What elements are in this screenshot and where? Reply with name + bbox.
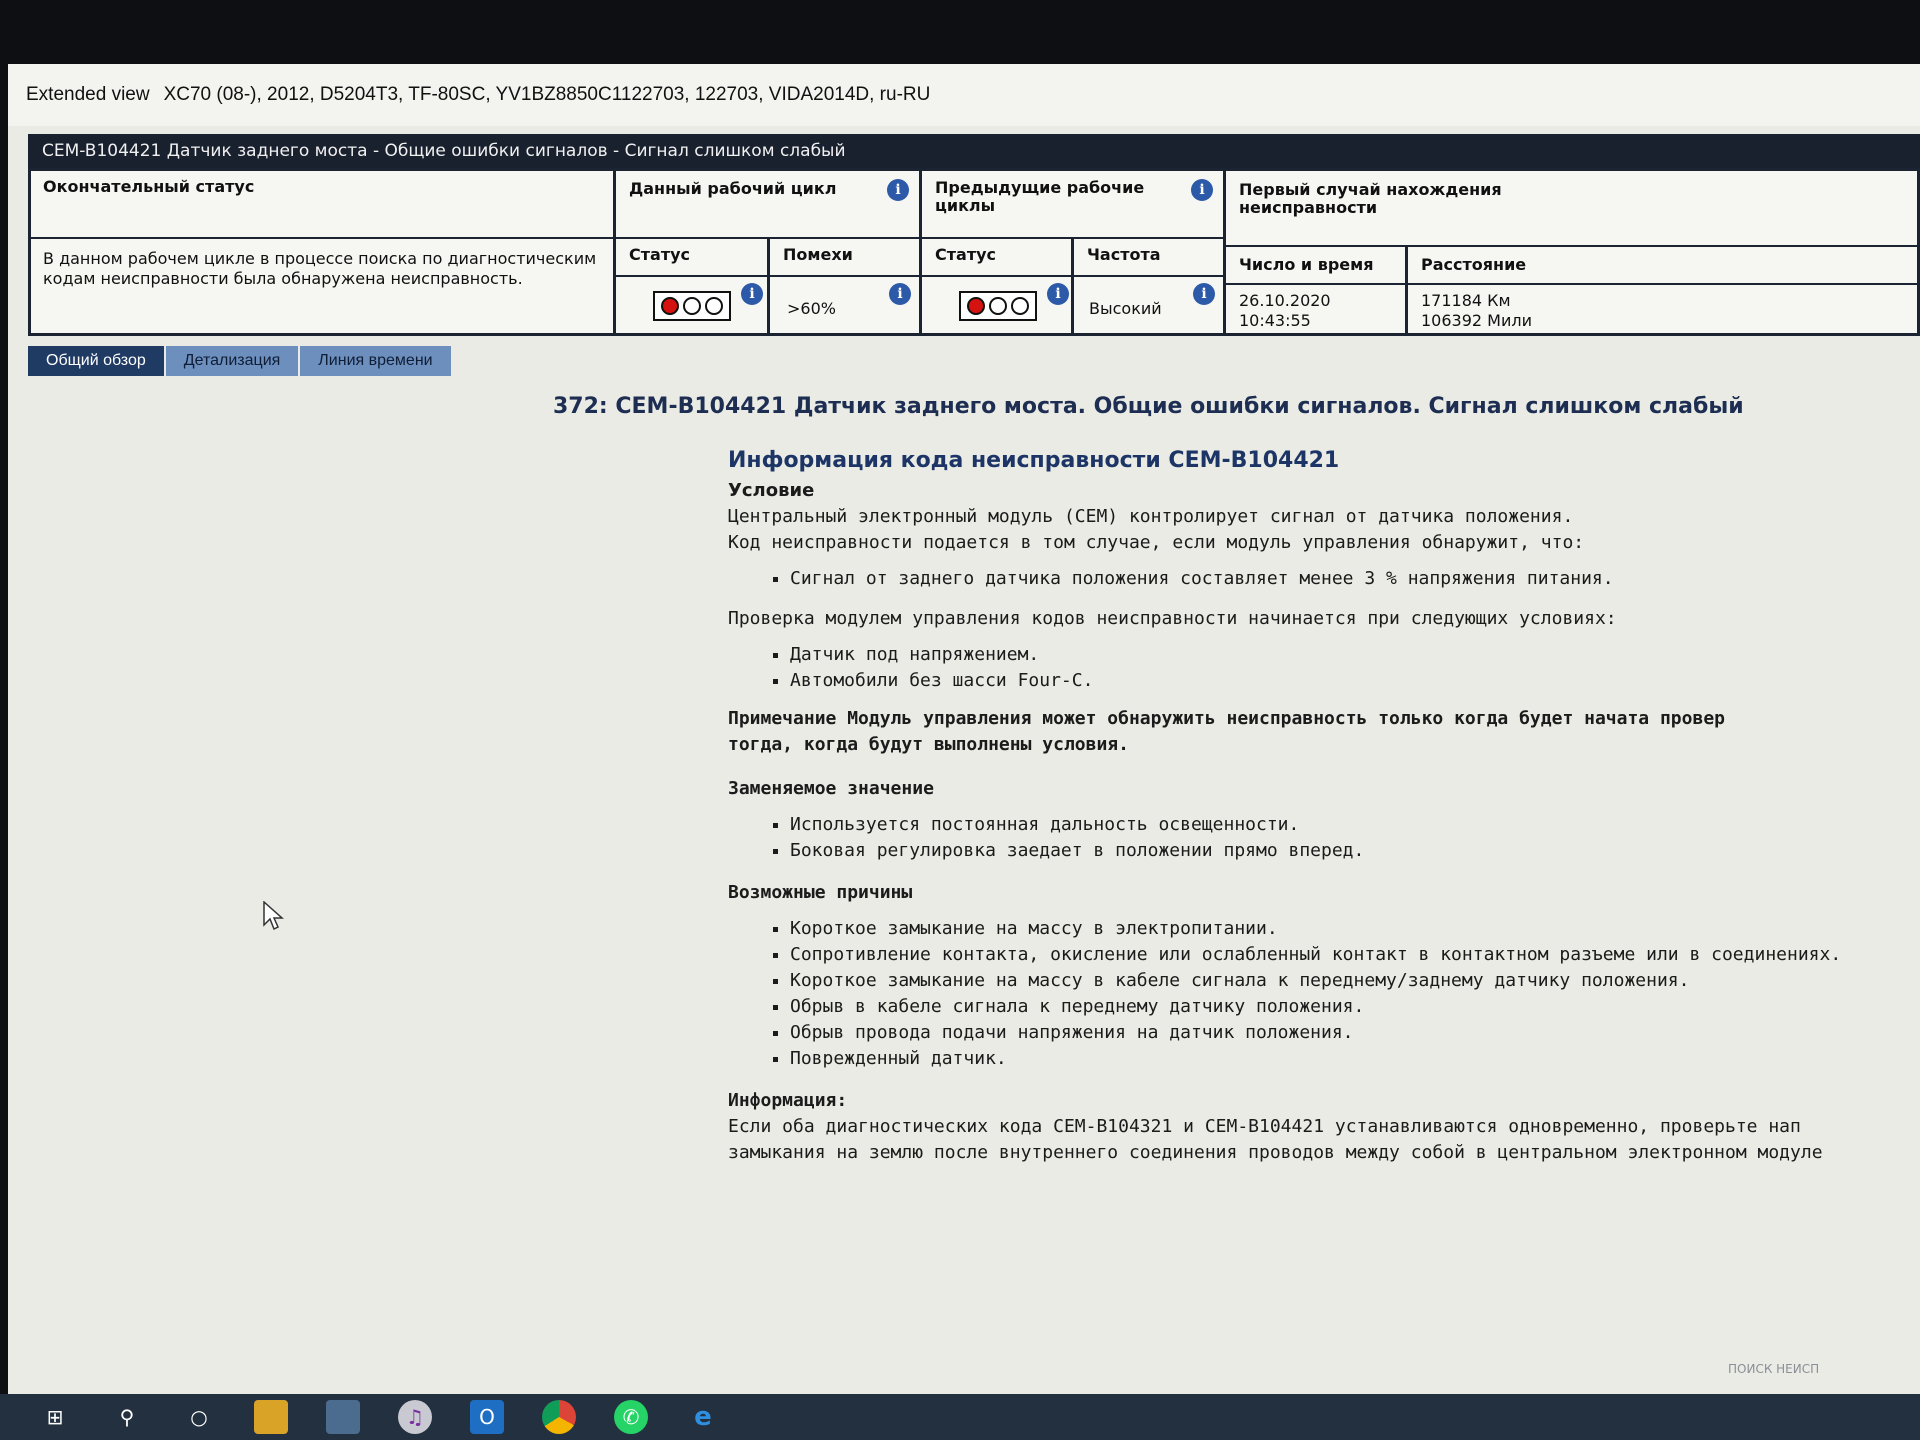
first-occurrence-header: Первый случай нахождения неисправности <box>1239 180 1502 217</box>
current-cycle-header: Данный рабочий цикл <box>629 179 837 198</box>
list-item: ▪ Короткое замыкание на массу в электропитании. <box>790 916 1908 942</box>
windows-taskbar <box>0 1394 1920 1440</box>
row-divider <box>1223 245 1920 247</box>
column-divider <box>613 171 616 333</box>
list-item: ▪ Короткое замыкание на массу в кабеле сигнала к переднему/заднему датчику положения. <box>790 968 1908 994</box>
final-status-header: Окончательный статус <box>43 177 255 196</box>
extended-view-label: Extended view <box>26 84 150 105</box>
status-light-icon <box>661 297 679 315</box>
information-line: замыкания на землю после внутреннего соединения проводов между собой в центральном электронном модуле <box>728 1142 1823 1163</box>
tab-details[interactable]: Детализация <box>166 346 299 376</box>
row-divider <box>1223 283 1920 285</box>
distance-km-value: 171184 Км <box>1421 291 1511 310</box>
itunes-icon[interactable]: ♫ <box>398 1400 432 1434</box>
info-heading: Информация кода неисправности CEM-B104421 <box>728 448 1340 473</box>
info-icon[interactable]: i <box>1047 283 1069 305</box>
dtc-title-bar <box>28 134 1920 168</box>
information-heading: Информация: <box>728 1090 848 1111</box>
view-tabs <box>28 346 453 376</box>
frequency-label: Частота <box>1087 245 1161 264</box>
datetime-label: Число и время <box>1239 255 1374 274</box>
check-list <box>728 642 1908 694</box>
interference-value: >60% <box>787 299 836 318</box>
info-icon[interactable]: i <box>889 283 911 305</box>
distance-miles-value: 106392 Мили <box>1421 311 1532 330</box>
column-divider <box>919 171 922 333</box>
document-title: 372: CEM-B104421 Датчик заднего моста. Общие ошибки сигналов. Сигнал слишком слабый <box>553 394 1744 419</box>
list-item: ▪ Датчик под напряжением. <box>790 642 1908 668</box>
list-item: ▪ Обрыв в кабеле сигнала к переднему датчику положения. <box>790 994 1908 1020</box>
previous-status-indicator <box>959 291 1037 321</box>
check-text: Проверка модулем управления кодов неисправности начинается при следующих условиях: <box>728 608 1617 629</box>
list-item: ▪ Боковая регулировка заедает в положении прямо вперед. <box>790 838 1908 864</box>
distance-label: Расстояние <box>1421 255 1527 274</box>
note-text: Примечание Модуль управления может обнаружить неисправность только когда будет начата провер <box>728 708 1725 729</box>
row-divider <box>613 275 919 277</box>
causes-list <box>728 916 1908 1072</box>
list-item: ▪ Автомобили без шасси Four-C. <box>790 668 1908 694</box>
final-status-text: В данном рабочем цикле в процессе поиска по диагностическим кодам неисправности была обнаружена неисправность. <box>43 249 597 288</box>
whatsapp-icon[interactable]: ✆ <box>614 1400 648 1434</box>
dtc-info-section <box>728 448 1908 1166</box>
vehicle-info-text: XC70 (08-), 2012, D5204T3, TF-80SC, YV1BZ8850C1122703, 122703, VIDA2014D, ru-RU <box>163 84 931 105</box>
condition-list <box>728 566 1908 592</box>
column-divider <box>1071 237 1074 333</box>
dtc-status-panel <box>28 168 1920 336</box>
first-date-value: 26.10.2020 <box>1239 291 1331 310</box>
info-icon[interactable]: i <box>1191 179 1213 201</box>
windows-start-icon[interactable]: ⊞ <box>46 1405 64 1429</box>
search-icon[interactable]: ⚲ <box>119 1405 135 1429</box>
replacement-heading: Заменяемое значение <box>728 778 934 799</box>
outlook-icon[interactable]: O <box>470 1400 504 1434</box>
search-fault-link[interactable]: ПОИСК НЕИСП <box>1728 1362 1820 1376</box>
vehicle-info-bar <box>8 64 1920 126</box>
causes-heading: Возможные причины <box>728 882 913 903</box>
status-light-icon <box>705 297 723 315</box>
replacement-list <box>728 812 1908 864</box>
info-icon[interactable]: i <box>1193 283 1215 305</box>
first-time-value: 10:43:55 <box>1239 311 1311 330</box>
task-view-icon[interactable]: ○ <box>190 1405 208 1429</box>
dtc-title-text: CEM-B104421 Датчик заднего моста - Общие ошибки сигналов - Сигнал слишком слабый <box>42 141 846 161</box>
column-divider <box>767 237 770 333</box>
list-item: ▪ Сопротивление контакта, окисление или ослабленный контакт в контактном разъеме или в соединениях. <box>790 942 1908 968</box>
condition-line: Код неисправности подается в том случае, если модуль управления обнаружит, что: <box>728 532 1585 553</box>
list-item: ▪ Обрыв провода подачи напряжения на датчик положения. <box>790 1020 1908 1046</box>
column-divider <box>1405 245 1408 333</box>
status-light-icon <box>683 297 701 315</box>
status-light-icon <box>989 297 1007 315</box>
tab-timeline[interactable]: Линия времени <box>300 346 450 376</box>
information-line: Если оба диагностических кода CEM-B104321 и CEM-B104421 устанавливаются одновременно, проверьте нап <box>728 1116 1801 1137</box>
list-item: ▪ Сигнал от заднего датчика положения составляет менее 3 % напряжения питания. <box>790 566 1908 592</box>
info-icon[interactable]: i <box>887 179 909 201</box>
current-status-indicator <box>653 291 731 321</box>
tab-overview[interactable]: Общий обзор <box>28 346 164 376</box>
condition-heading: Условие <box>728 480 815 501</box>
chrome-icon[interactable] <box>542 1400 576 1434</box>
calculator-icon[interactable] <box>326 1400 360 1434</box>
status-light-icon <box>1011 297 1029 315</box>
previous-cycles-header: Предыдущие рабочие циклы <box>935 178 1145 215</box>
previous-status-label: Статус <box>935 245 996 264</box>
status-light-icon <box>967 297 985 315</box>
application-window <box>8 64 1920 1394</box>
interference-label: Помехи <box>783 245 853 264</box>
note-text-continued: тогда, когда будут выполнены условия. <box>728 734 1129 755</box>
internet-explorer-icon[interactable]: e <box>694 1402 712 1432</box>
file-explorer-icon[interactable] <box>254 1400 288 1434</box>
column-divider <box>1223 171 1226 333</box>
info-icon[interactable]: i <box>741 283 763 305</box>
current-status-label: Статус <box>629 245 690 264</box>
condition-line: Центральный электронный модуль (CEM) контролирует сигнал от датчика положения. <box>728 506 1574 527</box>
row-divider <box>613 237 919 239</box>
frequency-value: Высокий <box>1089 299 1162 318</box>
row-divider <box>31 237 613 239</box>
list-item: ▪ Используется постоянная дальность освещенности. <box>790 812 1908 838</box>
list-item: ▪ Поврежденный датчик. <box>790 1046 1908 1072</box>
